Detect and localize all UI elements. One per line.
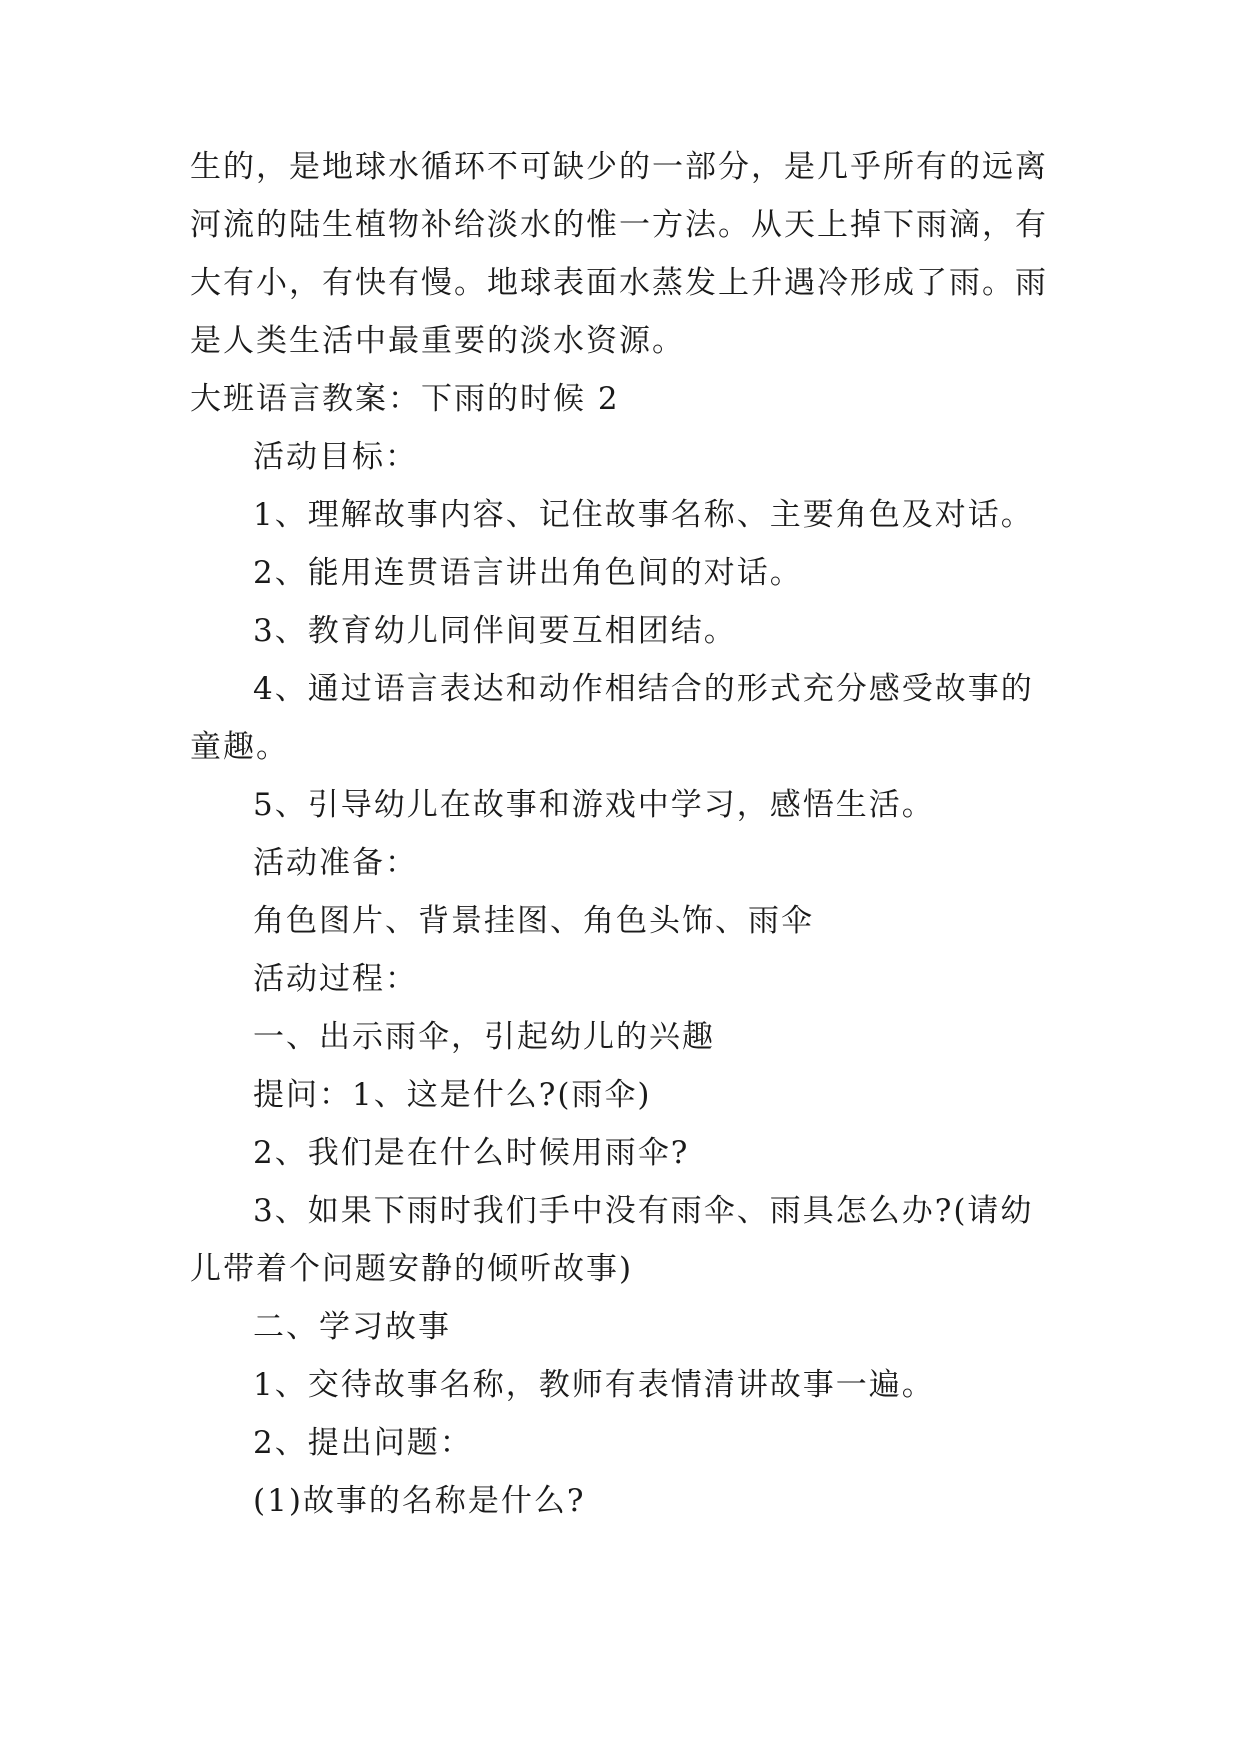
list-item: 1、理解故事内容、记住故事名称、主要角色及对话。 [253, 497, 1034, 533]
paragraph-line: 角色图片、背景挂图、角色头饰、雨伞 [253, 903, 814, 939]
list-item: 5、引导幼儿在故事和游戏中学习，感悟生活。 [253, 787, 935, 823]
step-heading: 二、学习故事 [253, 1309, 451, 1345]
list-item: 1、交待故事名称，教师有表情清讲故事一遍。 [253, 1367, 935, 1403]
question-line: 2、我们是在什么时候用雨伞? [253, 1135, 690, 1171]
paragraph-line: 大有小，有快有慢。地球表面水蒸发上升遇冷形成了雨。雨 [190, 265, 1048, 301]
heading-activity-process: 活动过程： [253, 961, 418, 997]
question-line-continuation: 儿带着个问题安静的倾听故事) [190, 1251, 634, 1287]
step-heading: 一、出示雨伞，引起幼儿的兴趣 [253, 1019, 715, 1055]
paragraph-line: 河流的陆生植物补给淡水的惟一方法。从天上掉下雨滴，有 [190, 207, 1048, 243]
question-line: 3、如果下雨时我们手中没有雨伞、雨具怎么办?(请幼 [253, 1193, 1034, 1229]
question-line: (1)故事的名称是什么? [253, 1483, 586, 1519]
heading-activity-goals: 活动目标： [253, 439, 418, 475]
heading-activity-preparation: 活动准备： [253, 845, 418, 881]
list-item: 2、提出问题： [253, 1425, 473, 1461]
question-line: 提问：1、这是什么?(雨伞) [253, 1077, 652, 1113]
paragraph-line: 是人类生活中最重要的淡水资源。 [190, 323, 685, 359]
section-title: 大班语言教案：下雨的时候 2 [190, 381, 620, 417]
list-item: 4、通过语言表达和动作相结合的形式充分感受故事的 [253, 671, 1034, 707]
list-item: 3、教育幼儿同伴间要互相团结。 [253, 613, 737, 649]
list-item-continuation: 童趣。 [190, 729, 289, 765]
paragraph-line: 生的，是地球水循环不可缺少的一部分，是几乎所有的远离 [190, 149, 1048, 185]
list-item: 2、能用连贯语言讲出角色间的对话。 [253, 555, 803, 591]
